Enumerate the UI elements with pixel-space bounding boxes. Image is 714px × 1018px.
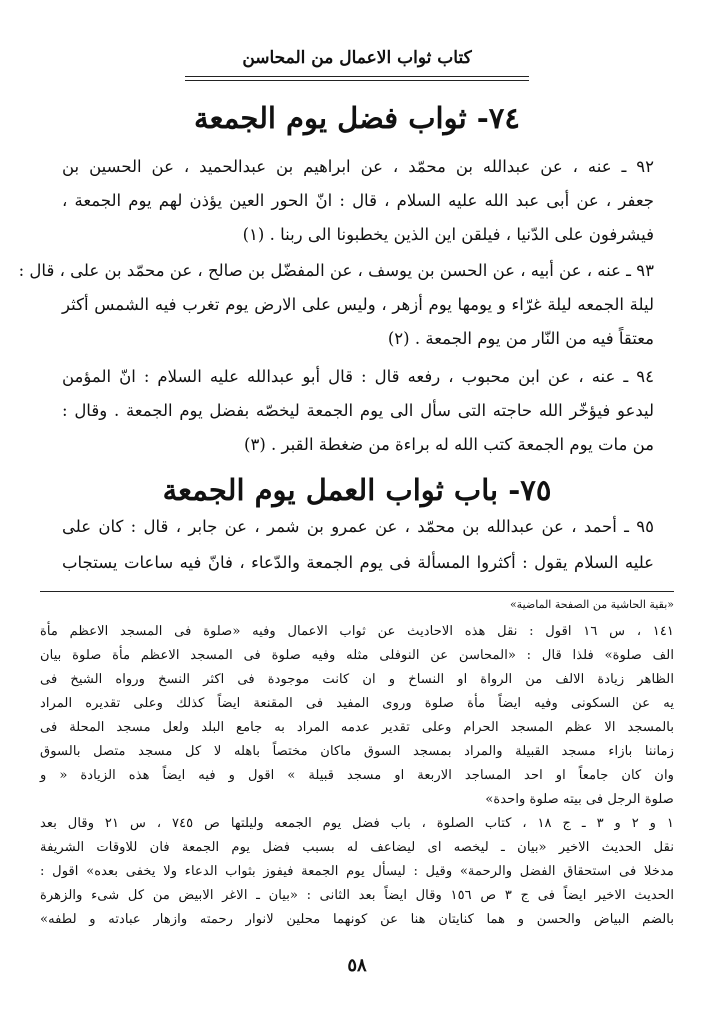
running-head-rule-second (185, 80, 529, 81)
footnote-line: ١٤١ ، س ١٦ اقول : نقل هذه الاحاديث عن ثواب الاعمال وفيه «صلوة فى المسجد الاعظم مأة (40, 624, 674, 639)
hadith-95-line-2: عليه السلام يقول : أكثروا المسألة فى يوم الجمعة والدّعاء ، فانّ فيه ساعات يستجاب (62, 553, 654, 572)
footnote-line: صلوة الرجل فى بيته صلوة واحدة» (485, 792, 674, 807)
running-head: كتاب ثواب الاعمال من المحاسن (242, 48, 472, 68)
footnote-line: وان كان جامعاً او احد المساجد الاربعة او مسجد قبيلة » اقول و فيه ايضاً هذه الزيادة « و (40, 768, 674, 783)
footnote-line: الف صلوة» فلذا قال : «المحاسن عن النوفلى مثله وفيه صلوة فى المسجد الاعظم مأة صلوة بيان (40, 648, 674, 663)
hadith-93-line-1: ٩٣ ـ عنه ، عن أبيه ، عن الحسن بن يوسف ، عن المفضّل بن صالح ، عن محمّد بن على ، قال : (18, 261, 654, 280)
footnote-line: ١ و ٢ و ٣ ـ ج ١٨ ، كتاب الصلوة ، باب فضل يوم الجمعه وليلتها ص ٧٤٥ ، س ٢١ وقال بعد (40, 816, 674, 831)
footnote-divider (40, 591, 674, 592)
hadith-92-line-2: جعفر ، عن أبى عبد الله عليه السلام ، قال : انّ الحور العين يؤذن لهم يوم الجمعة ، (62, 191, 654, 210)
running-head-rule (185, 76, 529, 77)
footnote-line: نقل الحديث الاخير «بيان ـ ليخصه اى ليضاعف له بسبب فضل يوم الجمعة فان للاوقات الشريفة (40, 840, 674, 855)
hadith-92-line-3: فيشرفون على الدّنيا ، فيلقن اين الذين يخطبونا الى ربنا . (١) (242, 225, 654, 244)
chapter-75-title: ٧٥- باب ثواب العمل يوم الجمعة (162, 473, 552, 507)
footnote-line: مدخلا فى استحقاق الفضل والرحمة» وقيل : ليسأل يوم الجمعة فيفوز بثواب الدعاء ولا يخفى بعده» اقول : (40, 864, 674, 879)
footnote-line: الظاهر زيادة الالف من الرواة او النساخ و ان كانت موجودة فى اكثر النسخ ورواه الشيخ فى (40, 672, 674, 687)
hadith-93-line-3: معتقاً فيه من النّار من يوم الجمعة . (٢) (387, 329, 654, 348)
hadith-94-line-2: ليدعو فيؤخّر الله حاجته التى سأل الى يوم الجمعة ليخصّه بفضل يوم الجمعة . وقال : (62, 401, 654, 420)
footnote-line: زماننا بازاء مسجد القبيلة والمراد بمسجد السوق ماكان مختصاً باهله لا كل مسجد متصل بالسوق (40, 744, 674, 759)
hadith-92-line-1: ٩٢ ـ عنه ، عن عبدالله بن محمّد ، عن ابراهيم بن عبدالحميد ، عن الحسين بن (62, 157, 654, 176)
footnote-line: الحديث الاخير ايضاً فى ج ٣ ص ١٥٦ وقال ايضاً بعد الثانى : «بيان ـ الاغر الابيض من كل شىء والزهرة (40, 888, 674, 903)
footnote-line: بالمسجد الا عظم المسجد الحرام وعلى تقدير عدمه المراد به جامع البلد ولعل مسجد المحلة فى (40, 720, 674, 735)
footnote-line: يه عن السكونى وفيه ايضاً مأة صلوة وروى المفيد فى المقنعة ايضاً كذلك وعلى تقديره المراد (40, 696, 674, 711)
footnote-line: بالضم البياض والحسن و هما كنايتان هنا عن كونهما محلين لانوار رحمته وازهار عبادته و لطفه» (40, 912, 674, 927)
page-number: ٥٨ (347, 955, 367, 976)
hadith-93-line-2: ليلة الجمعه ليلة غرّاء و يومها يوم أزهر ، وليس على الارض يوم تغرب فيه الشمس أكثر (62, 295, 654, 314)
hadith-95-line-1: ٩٥ ـ أحمد ، عن عبدالله بن محمّد ، عن عمرو بن شمر ، عن جابر ، قال : كان على (62, 517, 654, 536)
footnote-heading: «بقية الحاشية من الصفحة الماضية» (509, 598, 674, 611)
hadith-94-line-1: ٩٤ ـ عنه ، عن ابن محبوب ، رفعه قال : قال أبو عبدالله عليه السلام : انّ المؤمن (62, 367, 654, 386)
chapter-74-title: ٧٤- ثواب فضل يوم الجمعة (194, 101, 520, 135)
hadith-94-line-3: من مات يوم الجمعة كتب الله له براءة من ضغطة القبر . (٣) (244, 435, 654, 454)
